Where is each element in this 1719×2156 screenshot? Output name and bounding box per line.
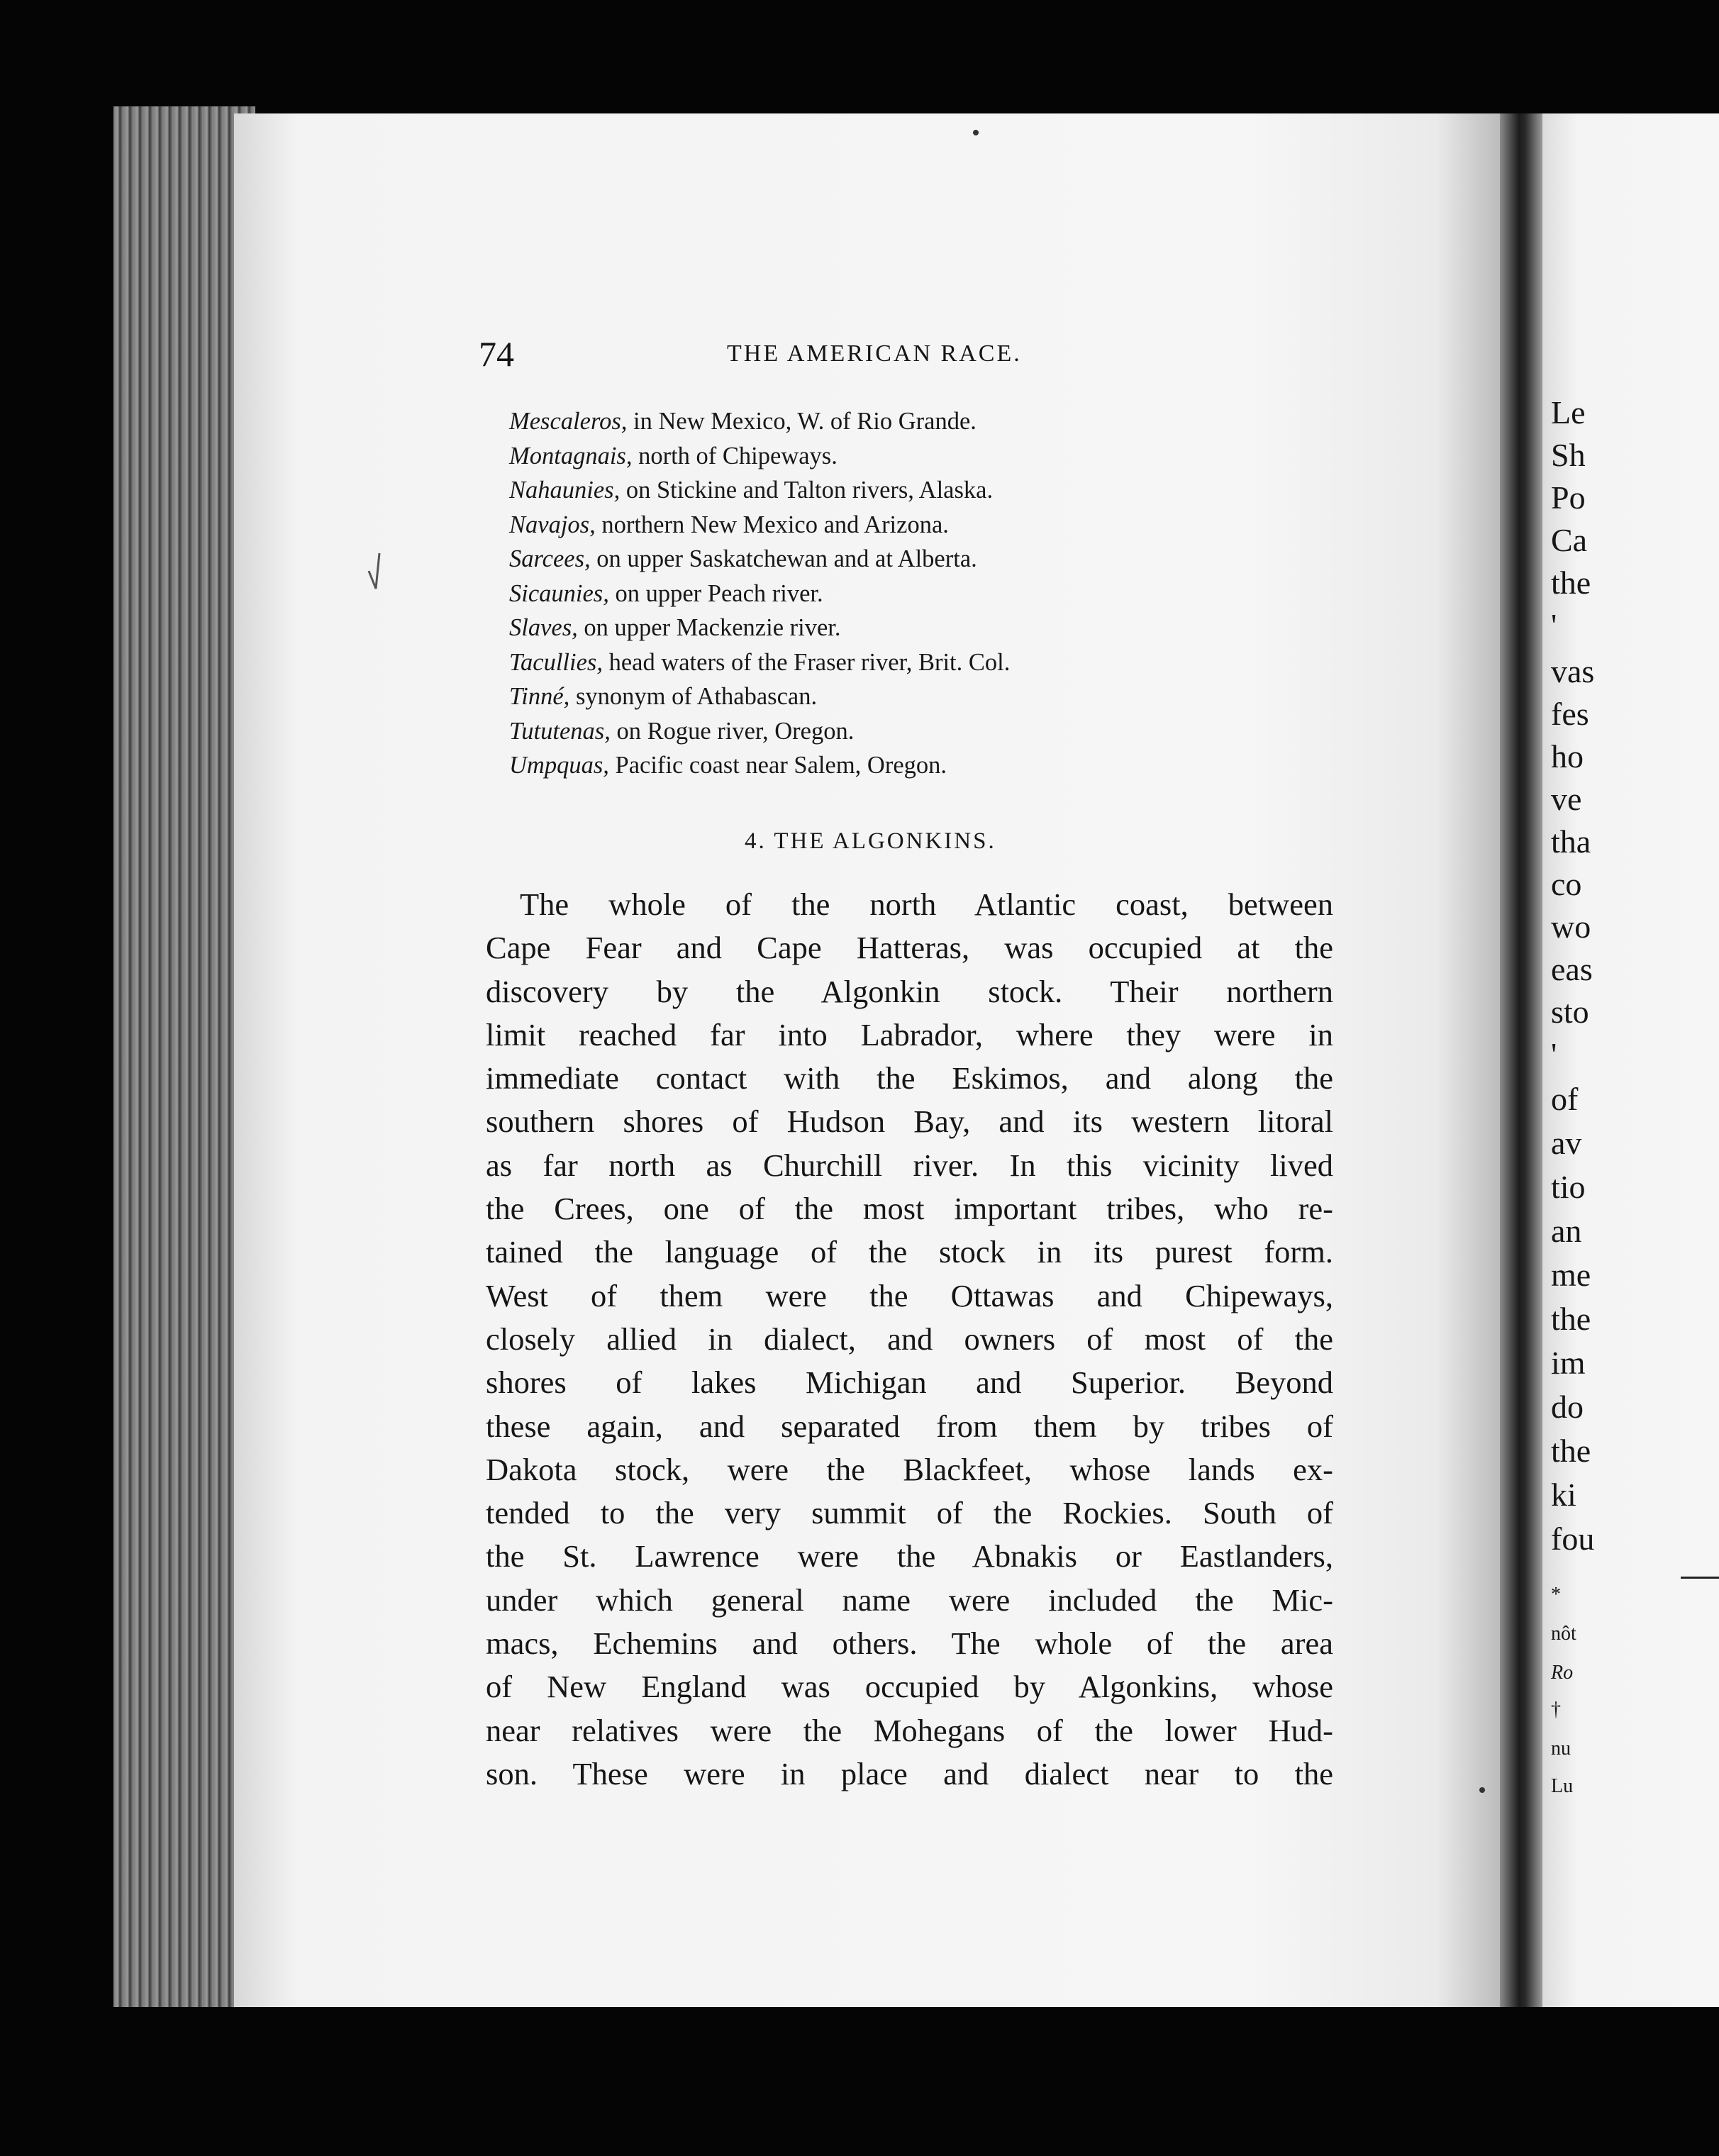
tribe-name: Sarcees,: [509, 545, 591, 572]
right-page-line: ': [1551, 1036, 1557, 1072]
tribe-description: in New Mexico, W. of Rio Grande.: [627, 408, 977, 435]
right-page-line: ki: [1551, 1477, 1576, 1513]
pencil-check-mark: [365, 539, 386, 596]
right-page-footnote: Lu: [1551, 1775, 1574, 1797]
text-line: The whole of the north Atlantic coast, between: [520, 887, 1333, 922]
right-page-line: Le: [1551, 394, 1586, 430]
text-line: tained the language of the stock in its purest form.: [486, 1234, 1333, 1270]
text-line: discovery by the Algonkin stock. Their northern: [486, 973, 1333, 1009]
tribe-description: north of Chipeways.: [632, 442, 838, 469]
right-page-line: ': [1551, 607, 1557, 643]
tribe-description: synonym of Athabascan.: [569, 683, 818, 710]
tribe-description: head waters of the Fraser river, Brit. Col.: [602, 648, 1011, 676]
text-line: southern shores of Hudson Bay, and its western litoral: [486, 1104, 1333, 1140]
right-page-line: the: [1551, 1301, 1591, 1337]
tribe-name: Nahaunies,: [509, 477, 621, 504]
right-page-line: co: [1551, 866, 1582, 902]
tribe-name: Tinné,: [509, 683, 570, 710]
tribe-name: Umpquas,: [509, 752, 609, 779]
tribe-name: Tututenas,: [509, 717, 611, 745]
page-number: 74: [479, 334, 514, 374]
tribe-entry: [509, 748, 1396, 783]
tribe-description: on upper Peach river.: [608, 579, 823, 607]
tribe-description: on upper Saskatchewan and at Alberta.: [590, 545, 977, 572]
text-line: under which general name were included the Mic-: [486, 1582, 1333, 1618]
right-page-line: eas: [1551, 951, 1593, 987]
right-page-line: do: [1551, 1389, 1584, 1425]
tribe-entry: [509, 473, 1396, 508]
right-page-footnote: *: [1551, 1584, 1561, 1606]
text-line: Dakota stock, were the Blackfeet, whose lands ex-: [486, 1451, 1333, 1487]
page-header: [479, 333, 1330, 383]
right-page-footnote: nu: [1551, 1738, 1571, 1760]
right-page-line: im: [1551, 1345, 1586, 1381]
text-line: immediate contact with the Eskimos, and along the: [486, 1060, 1333, 1096]
text-line: as far north as Churchill river. In this vicinity lived: [486, 1147, 1333, 1183]
right-page-line: tha: [1551, 823, 1591, 860]
right-page-line: fes: [1551, 696, 1589, 732]
text-line: closely allied in dialect, and owners of most of the: [486, 1321, 1333, 1357]
tribe-entry: [509, 714, 1396, 749]
text-line: the St. Lawrence were the Abnakis or Eastlanders,: [486, 1538, 1333, 1574]
tribe-description: Pacific coast near Salem, Oregon.: [608, 752, 947, 779]
right-page-line: fou: [1551, 1521, 1595, 1557]
book-gutter: [1500, 113, 1542, 2007]
tribe-description: northern New Mexico and Arizona.: [595, 511, 949, 538]
tribe-name: Tacullies,: [509, 648, 603, 676]
tribe-entry: [509, 577, 1396, 611]
tribe-entry: [509, 645, 1396, 680]
right-page-line: ho: [1551, 738, 1584, 774]
text-line: Cape Fear and Cape Hatteras, was occupied at the: [486, 930, 1333, 966]
tribe-entry: [509, 542, 1396, 577]
tribe-entry: [509, 404, 1396, 439]
text-line: tended to the very summit of the Rockies. South of: [486, 1495, 1333, 1531]
right-page-line: wo: [1551, 908, 1591, 945]
right-page-line: Po: [1551, 479, 1586, 516]
right-page-line: av: [1551, 1125, 1582, 1161]
text-line: macs, Echemins and others. The whole of the area: [486, 1626, 1333, 1662]
right-page-line: tio: [1551, 1169, 1586, 1205]
right-page-line: vas: [1551, 653, 1595, 689]
tribe-description: on Stickine and Talton rivers, Alaska.: [620, 477, 994, 504]
tribe-entry: [509, 439, 1396, 474]
text-line: these again, and separated from them by tribes of: [486, 1408, 1333, 1444]
right-page-line: me: [1551, 1257, 1591, 1293]
right-page-footnote: nôt: [1551, 1623, 1576, 1645]
running-head: THE AMERICAN RACE.: [727, 340, 1022, 367]
tribe-name: Sicaunies,: [509, 579, 609, 607]
tribe-name: Montagnais,: [509, 442, 633, 469]
right-page-footnote: Ro: [1551, 1662, 1574, 1684]
tribe-list: [509, 404, 1396, 783]
footnote-rule: [1681, 1577, 1719, 1579]
text-line: shores of lakes Michigan and Superior. Beyond: [486, 1365, 1333, 1401]
right-page-line: the: [1551, 565, 1591, 601]
right-page-line: the: [1551, 1433, 1591, 1469]
right-page-footnote: †: [1551, 1699, 1561, 1721]
tribe-entry: [509, 508, 1396, 543]
section-heading: 4. THE ALGONKINS.: [745, 828, 996, 854]
tribe-entry: [509, 679, 1396, 714]
tribe-name: Navajos,: [509, 511, 596, 538]
tribe-name: Mescaleros,: [509, 408, 628, 435]
text-line: of New England was occupied by Algonkins, whose: [486, 1669, 1333, 1705]
right-page-line: Ca: [1551, 522, 1588, 558]
text-line: West of them were the Ottawas and Chipeways,: [486, 1277, 1333, 1313]
tribe-name: Slaves,: [509, 614, 578, 641]
text-line: the Crees, one of the most important tribes, who re-: [486, 1191, 1333, 1227]
right-page-line: ve: [1551, 781, 1582, 817]
body-paragraph: [486, 883, 1333, 1796]
text-line: near relatives were the Mohegans of the lower Hud-: [486, 1712, 1333, 1748]
text-line: limit reached far into Labrador, where they were in: [486, 1016, 1333, 1052]
ink-speck: [973, 130, 979, 135]
tribe-description: on upper Mackenzie river.: [577, 614, 841, 641]
tribe-description: on Rogue river, Oregon.: [610, 717, 855, 745]
right-page-line: sto: [1551, 994, 1589, 1030]
right-page-line: of: [1551, 1081, 1579, 1117]
right-page-line: an: [1551, 1213, 1582, 1249]
ink-speck: [1479, 1787, 1485, 1793]
tribe-entry: [509, 611, 1396, 645]
right-page-line: Sh: [1551, 437, 1586, 473]
text-line: son. These were in place and dialect near to the: [486, 1755, 1333, 1791]
